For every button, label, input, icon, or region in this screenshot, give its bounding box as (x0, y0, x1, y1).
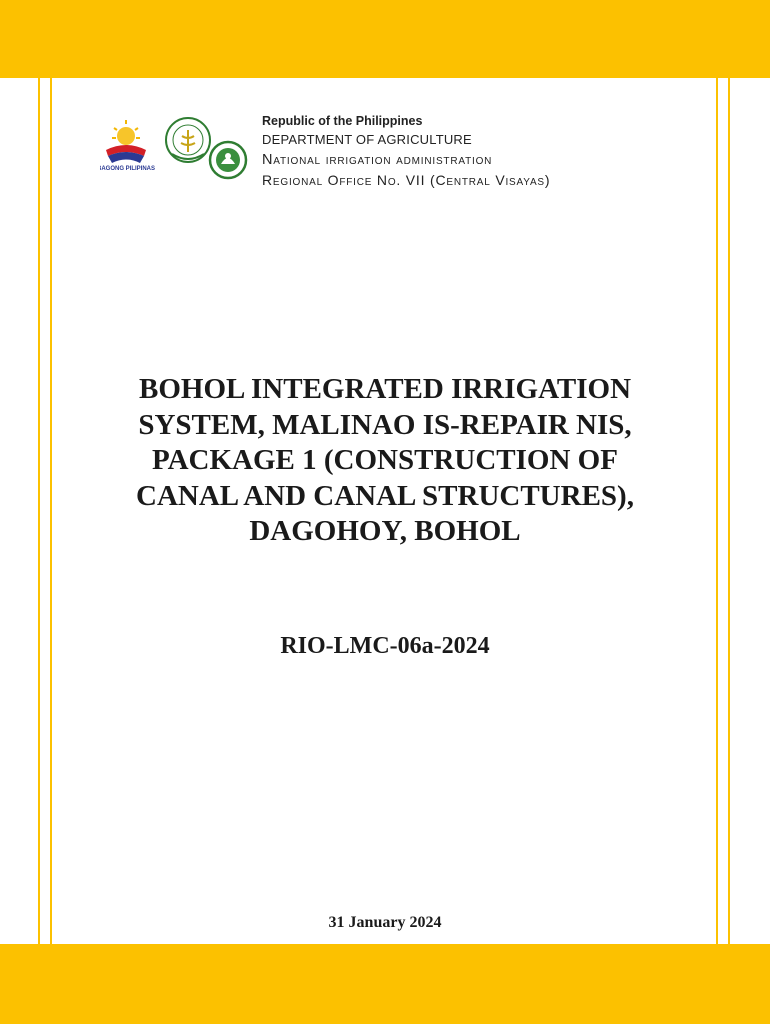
agency-header (262, 112, 702, 190)
document-title (60, 372, 710, 550)
title-line-1: BOHOL INTEGRATED IRRIGATION (138, 373, 632, 405)
regional-office-line: Regional Office No. VII (Central Visayas) (262, 172, 551, 188)
da-seal-icon (166, 118, 210, 162)
top-gold-band (0, 0, 770, 78)
bottom-gold-band (0, 944, 770, 1024)
right-border-line-inner (716, 78, 718, 944)
title-line-5: DAGOHOY, BOHOL (249, 515, 521, 547)
left-border-line-outer (38, 78, 40, 944)
agency-line: National irrigation administration (262, 152, 493, 168)
logo-group (100, 106, 250, 190)
title-line-3: PACKAGE 1 (CONSTRUCTION OF (152, 444, 618, 476)
left-border-line-inner (50, 78, 52, 944)
document-date: 31 January 2024 (328, 914, 442, 931)
department-line: DEPARTMENT OF AGRICULTURE (262, 132, 472, 147)
right-border-line-outer (728, 78, 730, 944)
svg-text:BAGONG PILIPINAS: BAGONG PILIPINAS (100, 166, 156, 172)
nia-seal-icon (210, 142, 246, 178)
header-logos (100, 106, 250, 190)
republic-line: Republic of the Philippines (262, 114, 423, 128)
title-line-4: CANAL AND CANAL STRUCTURES), (136, 479, 634, 512)
bagong-pilipinas-logo-icon (100, 120, 155, 172)
title-line-2: SYSTEM, MALINAO IS-REPAIR NIS, (138, 408, 632, 441)
document-code: RIO-LMC-06a-2024 (280, 633, 490, 659)
